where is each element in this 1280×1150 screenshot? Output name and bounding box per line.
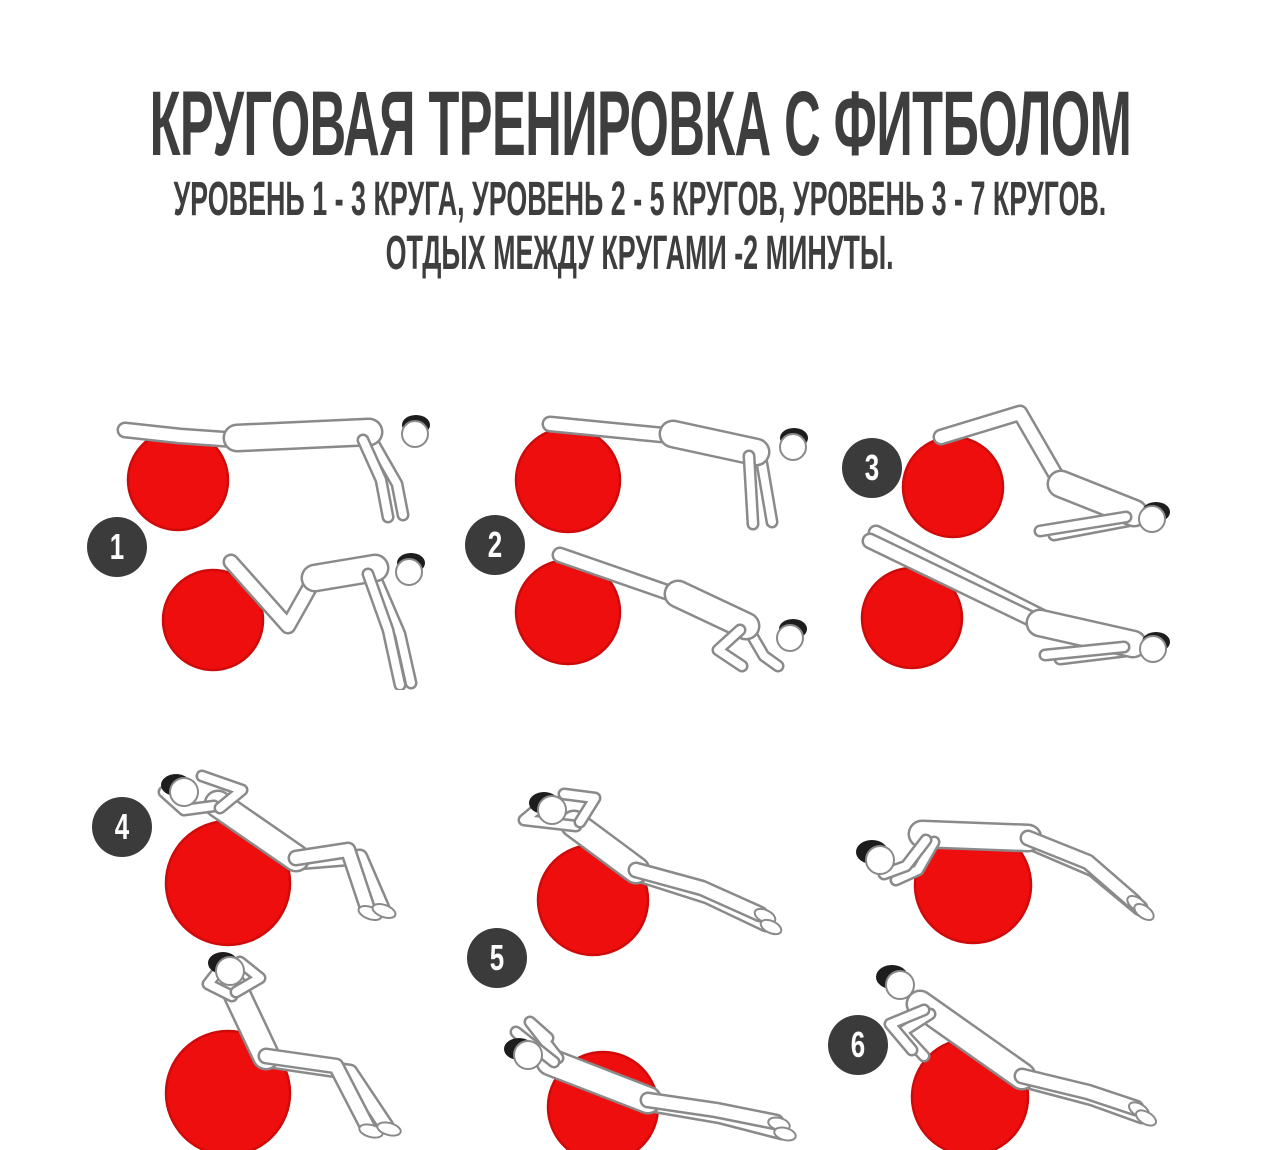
exercise-6-number: 6	[850, 1024, 866, 1065]
head-icon	[216, 957, 244, 985]
fitball-icon	[903, 437, 1003, 537]
back-extension-on-ball-illustration	[830, 760, 1280, 1150]
exercise-4-start-figure	[161, 774, 397, 945]
head-icon	[1140, 636, 1166, 662]
exercise-1-number: 1	[109, 526, 125, 567]
head-icon	[886, 971, 914, 999]
shoe-icon	[758, 917, 783, 937]
exercise-1-number-badge	[87, 517, 147, 577]
subtitle-rest	[0, 227, 1280, 280]
exercise-6-number-badge	[828, 1015, 888, 1075]
exercise-2-number: 2	[487, 524, 503, 565]
head-icon	[396, 559, 422, 585]
head-icon	[866, 846, 894, 874]
exercise-3-start-figure	[903, 413, 1170, 537]
subtitle-levels	[0, 173, 1280, 226]
exercise-4-number: 4	[114, 806, 130, 847]
exercise-5-end-figure	[504, 1022, 797, 1150]
exercise-5-number: 5	[489, 937, 505, 978]
lying-leg-curl-hip-raise-on-ball-illustration	[840, 385, 1240, 690]
head-icon	[780, 434, 806, 460]
exercise-6-cell	[830, 760, 1280, 1150]
exercise-2-start-figure	[516, 424, 808, 532]
subtitle-levels-text: УРОВЕНЬ 1 - 3 КРУГА, УРОВЕНЬ 2 - 5 КРУГОВ, УРОВЕНЬ 3 - 7 КРУГОВ.	[173, 173, 1107, 226]
shoe-icon	[1132, 901, 1157, 923]
exercise-4-end-figure	[166, 952, 402, 1150]
exercise-3-cell	[840, 385, 1240, 690]
subtitle-rest-text: ОТДЫХ МЕЖДУ КРУГАМИ -2 МИНУТЫ.	[385, 227, 895, 280]
fitball-icon	[516, 428, 620, 532]
head-icon	[1139, 506, 1165, 532]
head-icon	[538, 796, 566, 824]
exercise-5-number-badge	[467, 928, 527, 988]
exercise-3-end-figure	[862, 533, 1170, 668]
exercise-1-end-figure	[163, 553, 425, 685]
exercise-5-start-figure	[524, 792, 784, 955]
head-icon	[777, 625, 803, 651]
exercise-1-start-figure	[125, 415, 430, 530]
exercise-2-end-figure	[516, 555, 807, 666]
exercise-6-end-figure	[876, 965, 1159, 1150]
exercise-6-start-figure	[856, 827, 1156, 943]
head-icon	[514, 1041, 542, 1069]
exercise-4-number-badge	[92, 797, 152, 857]
page-title-text: КРУГОВАЯ ТРЕНИРОВКА С ФИТБОЛОМ	[149, 73, 1131, 175]
exercise-3-number: 3	[864, 447, 880, 488]
shoe-icon	[773, 1125, 797, 1142]
page-title	[0, 73, 1280, 175]
head-icon	[402, 421, 428, 447]
head-icon	[170, 778, 198, 806]
exercise-2-number-badge	[465, 515, 525, 575]
exercise-3-number-badge	[842, 438, 902, 498]
shoe-icon	[1133, 1107, 1158, 1128]
